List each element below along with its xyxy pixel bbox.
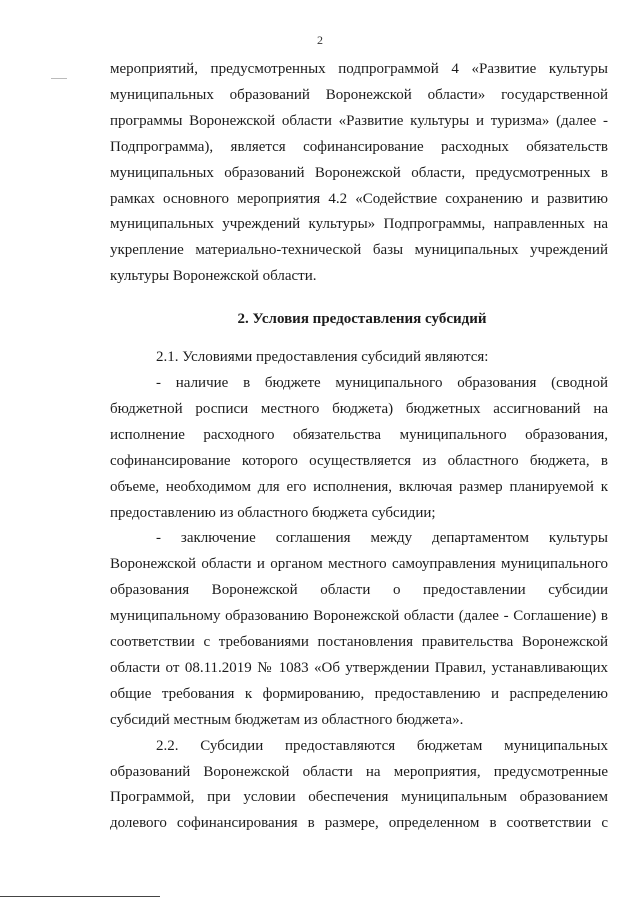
paragraph-condition-agreement: - заключение соглашения между департаментом культуры Воронежской области и органом местного самоуправления муниципального образования Воронежской области о предоставлении субсидии муниципальному образованию Воронежской области (далее - Соглашение) в соответствии с требованиями постановления правительства Воронежской области от 08.11.2019 № 1083 «Об утверждении Правил, устанавливающих общие требования к формированию, предоставлению и распределению субсидий местным бюджетам из областного бюджета». xyxy=(110,530,608,728)
page-number: 2 xyxy=(317,33,323,47)
paragraph-2-1: 2.1. Условиями предоставления субсидий являются: xyxy=(156,349,489,366)
document-body xyxy=(110,57,608,837)
section-heading: 2. Условия предоставления субсидий xyxy=(237,311,487,328)
paragraph-condition-budget: - наличие в бюджете муниципального образования (сводной бюджетной росписи местного бюджета) бюджетных ассигнований на исполнение расходного обязательства муниципального образования, софинансирование которого осуществляется из областного бюджета, в объеме, необходимом для его исполнения, включая размер планируемой к предоставлению из областного бюджета субсидии; xyxy=(110,374,608,521)
paragraph-intro: мероприятий, предусмотренных подпрограммой 4 «Развитие культуры муниципальных образований Воронежской области» государственной программы Воронежской области «Развитие культуры и туризма» (далее - Подпрограмма), является софинансирование расходных обязательств муниципальных образований Воронежской области, предусмотренных в рамках основного мероприятия 4.2 «Содействие сохранению и развитию муниципальных учреждений культуры» Подпрограммы, направленных на укрепление материально-технической базы муниципальных учреждений культуры Воронежской области. xyxy=(110,61,608,285)
margin-mark xyxy=(51,78,67,79)
paragraph-2-2: 2.2. Субсидии предоставляются бюджетам муниципальных образований Воронежской области на мероприятия, предусмотренные Программой, при условии обеспечения муниципальным образованием долевого софинансирования в размере, определенном в соответствии с xyxy=(110,737,608,832)
footnote-separator xyxy=(0,896,160,897)
